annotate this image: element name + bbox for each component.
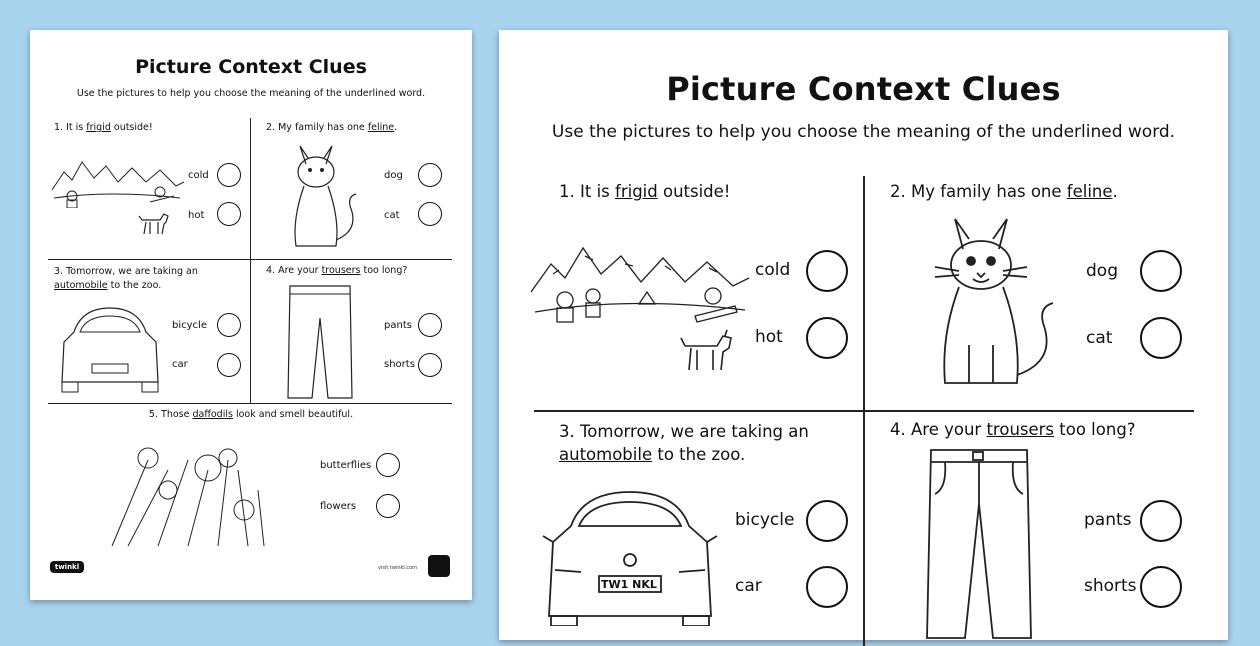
question-4: 4. Are your trousers too long? [890,420,1136,439]
answer-circle-pants[interactable] [418,313,442,337]
underlined-word: trousers [321,265,361,276]
answer-circle-flowers[interactable] [376,494,400,518]
instructions: Use the pictures to help you choose the meaning of the underlined word. [76,88,426,99]
option-label: cat [384,210,400,221]
underlined-word: feline [367,122,395,133]
option-label: bicycle [172,320,207,331]
question-1: 1. It is frigid outside! [54,122,153,133]
answer-circle-car[interactable] [217,353,241,377]
answer-circle-cat[interactable] [1140,317,1182,359]
option-label: dog [1086,261,1118,281]
option-label: cold [755,260,791,280]
option-label: shorts [1084,576,1137,596]
question-3: 3. Tomorrow, we are taking an automobile to the zoo. [559,422,809,464]
dog-picture [138,208,170,236]
question-1: 1. It is frigid outside! [559,182,731,201]
answer-circle-shorts[interactable] [418,353,442,377]
answer-circle-cold[interactable] [217,163,241,187]
answer-circle-hot[interactable] [217,202,241,226]
answer-circle-bicycle[interactable] [217,313,241,337]
cat-picture [929,215,1065,395]
trousers-picture [284,284,356,400]
option-label: hot [755,327,783,347]
snowy-mountain-picture [50,152,186,208]
option-label: hot [188,210,205,221]
underlined-word: trousers [986,420,1055,439]
question-4: 4. Are your trousers too long? [266,265,408,276]
underlined-word: frigid [615,182,658,201]
worksheet-preview-small [30,30,472,600]
underlined-word: frigid [86,122,111,133]
option-label: car [735,576,762,596]
answer-circle-shorts[interactable] [1140,566,1182,608]
question-2: 2. My family has one feline. [266,122,398,133]
answer-circle-bicycle[interactable] [806,500,848,542]
cat-picture [286,140,366,252]
dog-picture [679,326,735,374]
underlined-word: automobile [54,280,108,291]
page-title: Picture Context Clues [666,70,1061,108]
footer-url: visit twinkl.com [378,565,418,571]
car-picture [54,302,166,394]
answer-circle-butterflies[interactable] [376,453,400,477]
underlined-word: daffodils [192,409,233,420]
option-label: pants [1084,510,1132,530]
twinkl-badge-icon [428,555,450,577]
answer-circle-car[interactable] [806,566,848,608]
instructions: Use the pictures to help you choose the meaning of the underlined word. [551,122,1176,142]
answer-circle-dog[interactable] [418,163,442,187]
answer-circle-dog[interactable] [1140,250,1182,292]
underlined-word: automobile [559,445,653,464]
answer-circle-cold[interactable] [806,250,848,292]
twinkl-logo: twinkl [50,561,84,573]
option-label: bicycle [735,510,795,530]
page-title: Picture Context Clues [135,56,367,78]
worksheet-preview-large [499,30,1228,640]
snowy-mountain-picture [529,234,751,326]
answer-circle-pants[interactable] [1140,500,1182,542]
option-label: shorts [384,359,415,370]
underlined-word: feline [1066,182,1113,201]
question-5: 5. Those daffodils look and smell beautiful. [148,409,354,420]
answer-circle-cat[interactable] [418,202,442,226]
option-label: cat [1086,328,1113,348]
option-label: butterflies [320,460,372,471]
option-label: car [172,359,188,370]
option-label: pants [384,320,412,331]
question-2: 2. My family has one feline. [890,182,1118,201]
car-picture [541,486,719,626]
daffodils-picture [108,430,268,548]
option-label: dog [384,170,403,181]
answer-circle-hot[interactable] [806,317,848,359]
option-label: cold [188,170,209,181]
license-plate-text: TW1 NKL [601,578,657,591]
option-label: flowers [320,501,357,512]
question-3: 3. Tomorrow, we are taking an automobile to the zoo. [54,266,198,291]
trousers-picture [925,448,1033,640]
